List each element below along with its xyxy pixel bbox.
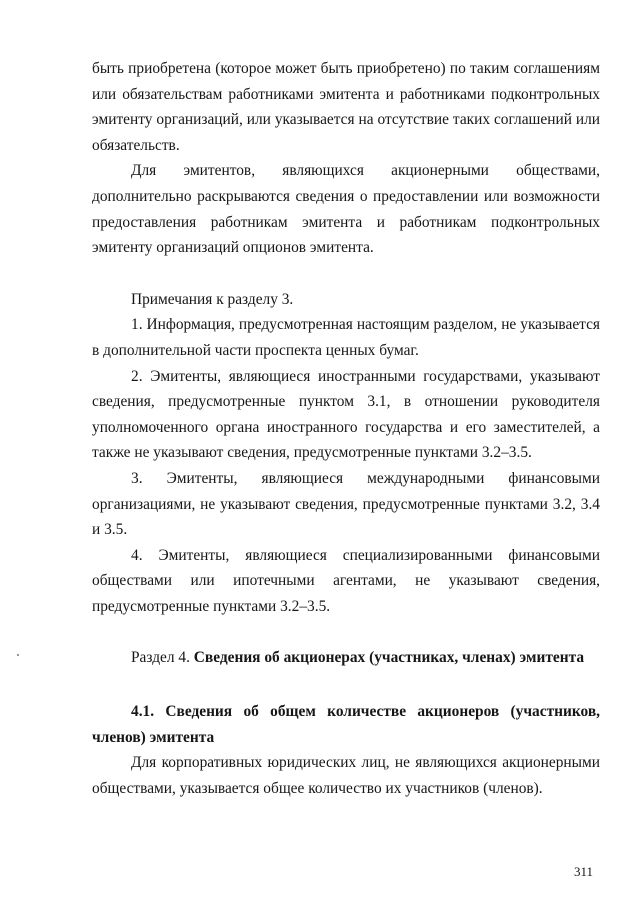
note-4: 4. Эмитенты, являющиеся специализированными финансовыми обществами или ипотечными агентами, не указывают сведения, предусмотренные пунктами 3.2–3.5. [92,546,600,615]
document-page [92,56,600,801]
section-heading [92,645,600,671]
page-number: 311 [574,864,594,879]
paragraph-options: Для эмитентов, являющихся акционерными обществами, дополнительно раскрываются сведения о предоставлении или возможности предоставления работникам эмитента и работникам подконтрольных эмитенту организаций опционов эмитента. [92,162,600,257]
margin-mark [17,654,19,656]
subsection-title: 4.1. Сведения об общем количестве акционеров (участников, членов) эмитента [92,703,600,746]
section-title: Сведения об акционерах (участниках, членах) эмитента [193,649,585,667]
note-2: 2. Эмитенты, являющиеся иностранными государствами, указывают сведения, предусмотренные пунктом 3.1, в отношении руководителя уполномоченного органа иностранного государства и его заместителей, а также не указывают сведения, предусмотренные пунктами 3.2–3.5. [92,367,600,462]
paragraph-participants: Для корпоративных юридических лиц, не являющихся акционерными обществами, указывается общее количество их участников (членов). [92,754,600,797]
note-1: 1. Информация, предусмотренная настоящим разделом, не указывается в дополнительной части проспекта ценных бумаг. [92,316,600,359]
notes-heading: Примечания к разделу 3. [131,290,294,308]
note-3: 3. Эмитенты, являющиеся международными финансовыми организациями, не указывают сведения, предусмотренные пунктами 3.2, 3.4 и 3.5. [92,469,600,539]
subsection-heading [92,699,600,750]
section-prefix: Раздел 4. [131,649,194,667]
paragraph-continuation: быть приобретена (которое может быть приобретено) по таким соглашениям или обязательствам работниками эмитента и работниками подконтрольных эмитенту организаций, или указывается на отсутствие таких соглашений или обязательств. [92,60,600,154]
